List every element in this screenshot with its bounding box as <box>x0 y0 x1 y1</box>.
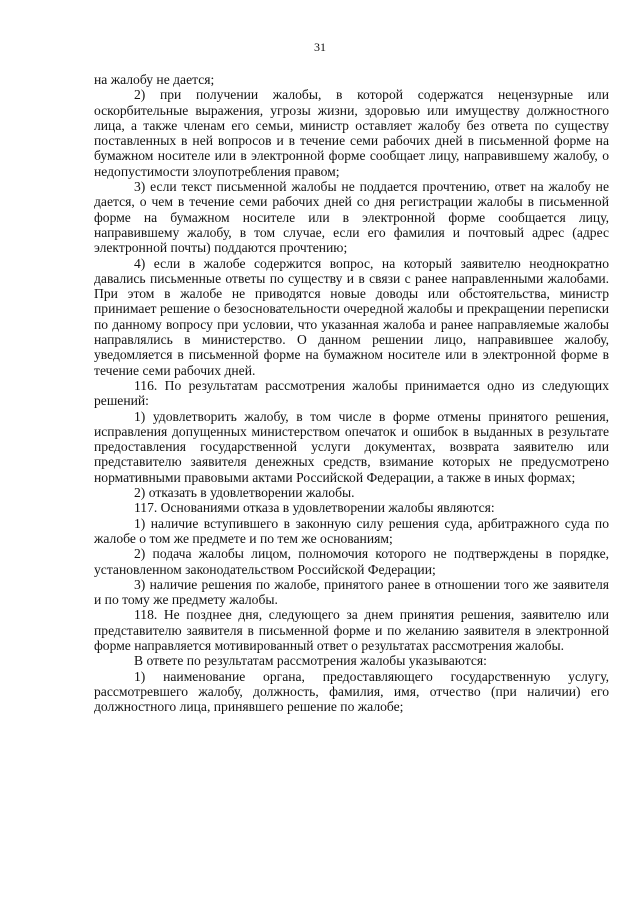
paragraph: В ответе по результатам рассмотрения жалобы указываются: <box>134 653 487 669</box>
paragraph: 3) наличие решения по жалобе, принятого ранее в отношении того же заявителя и по тому же предмету жалобы. <box>94 576 609 608</box>
document-body <box>94 72 609 714</box>
paragraph: 2) отказать в удовлетворении жалобы. <box>134 485 355 501</box>
paragraph: 4) если в жалобе содержится вопрос, на который заявителю неоднократно давались письменные ответы по существу и в связи с ранее направленными жалобами. При этом в жалобе не приводятся новые доводы или обстоятельства, министр принимает решение о безосновательности очередной жалобы и прекращении переписки по данному вопросу при условии, что указанная жалоба и ранее направляемые жалобы направлялись в министерство. О данном решении лицо, направившее жалобу, уведомляется в письменной форме на бумажном носителе или в электронной форме в течение семи рабочих дней. <box>94 255 609 378</box>
paragraph: 116. По результатам рассмотрения жалобы принимается одно из следующих решений: <box>94 377 609 409</box>
page-number: 31 <box>314 40 326 54</box>
paragraph: на жалобу не дается; <box>94 72 215 87</box>
paragraph: 117. Основаниями отказа в удовлетворении жалобы являются: <box>134 500 495 516</box>
paragraph: 1) наименование органа, предоставляющего государственную услугу, рассмотревшего жалобу, должность, фамилия, имя, отчество (при наличии) его должностного лица, принявшего решение по жалобе; <box>94 668 609 715</box>
paragraph: 2) подача жалобы лицом, полномочия которого не подтверждены в порядке, установленном законодательством Российской Федерации; <box>94 546 609 577</box>
paragraph: 2) при получении жалобы, в которой содержатся нецензурные или оскорбительные выражения, угрозы жизни, здоровью или имуществу должностного лица, а также членам его семьи, министр оставляет жалобу без ответа по существу поставленных в ней вопросов и в течение семи рабочих дней в письменной форме на бумажном носителе или в электронной форме сообщает лицу, направившему жалобу, о недопустимости злоупотребления правом; <box>94 87 609 179</box>
paragraph: 118. Не позднее дня, следующего за днем принятия решения, заявителю или представителю заявителя в письменной форме и по желанию заявителя в электронной форме направляется мотивированный ответ о результатах рассмотрения жалобы. <box>94 607 609 653</box>
paragraph: 1) наличие вступившего в законную силу решения суда, арбитражного суда по жалобе о том же предмете и по тем же основаниям; <box>94 515 609 546</box>
paragraph: 3) если текст письменной жалобы не поддается прочтению, ответ на жалобу не дается, о чем в течение семи рабочих дней со дня регистрации жалобы в письменной форме на бумажном носителе или в электронной форме сообщается лицу, направившему жалобу, в том случае, если его фамилия и почтовый адрес (адрес электронной почты) поддаются прочтению; <box>94 179 609 256</box>
paragraph: 1) удовлетворить жалобу, в том числе в форме отмены принятого решения, исправления допущенных министерством опечаток и ошибок в выданных в результате предоставления государственной услуги документах, возврата заявителю или представителю заявителя денежных средств, взимание которых не предусмотрено нормативными правовыми актами Российской Федерации, а также в иных формах; <box>94 408 609 485</box>
